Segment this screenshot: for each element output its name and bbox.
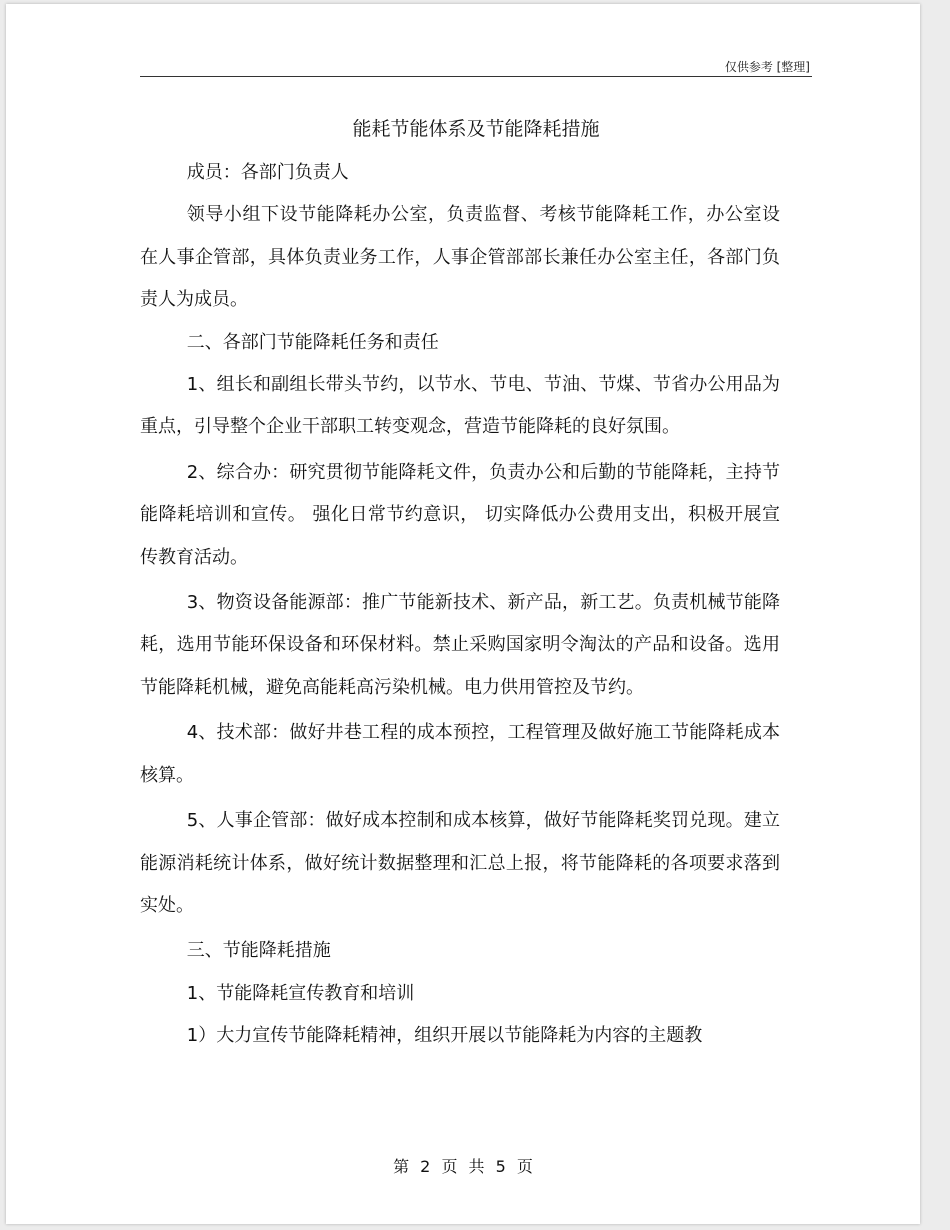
paragraph-office: 领导小组下设节能降耗办公室，负责监督、考核节能降耗工作，办公室设在人事企管部，具体负责业务工作，人事企管部部长兼任办公室主任，各部门负责人为成员。 xyxy=(140,204,780,311)
page-number: 第 2 页 共 5 页 xyxy=(393,1157,533,1176)
section-heading-measures: 三、节能降耗措施 xyxy=(186,940,331,962)
document-title: 能耗节能体系及节能降耗措施 xyxy=(352,118,600,140)
section-heading-responsibilities: 二、各部门节能降耗任务和责任 xyxy=(186,331,439,353)
paragraph-members: 成员：各部门负责人 xyxy=(186,162,349,183)
paragraph-measure-1: 1）大力宣传节能降耗精神，组织开展以节能降耗为内容的主题教 xyxy=(186,1025,703,1047)
paragraph-item-5: 5、人事企管部：做好成本控制和成本核算，做好节能降耗奖罚兑现。建立能源消耗统计体系，做好统计数据整理和汇总上报，将节能降耗的各项要求落到实处。 xyxy=(140,810,780,916)
paragraph-item-4: 4、技术部：做好井巷工程的成本预控，工程管理及做好施工节能降耗成本核算。 xyxy=(140,722,780,786)
document-body xyxy=(140,152,780,1058)
header-note: 仅供参考 [整理] xyxy=(724,60,810,74)
document-page xyxy=(6,4,920,1224)
paragraph-item-1: 1、组长和副组长带头节约，以节水、节电、节油、节煤、节省办公用品为重点，引导整个企业干部职工转变观念，营造节能降耗的良好氛围。 xyxy=(140,374,780,438)
subheading-training: 1、节能降耗宣传教育和培训 xyxy=(186,982,415,1004)
paragraph-item-3: 3、物资设备能源部：推广节能新技术、新产品，新工艺。负责机械节能降耗，选用节能环保设备和环保材料。禁止采购国家明令淘汰的产品和设备。选用节能降耗机械，避免高能耗高污染机械。电力供用管控及节约。 xyxy=(140,592,780,698)
header-rule xyxy=(140,76,812,77)
paragraph-item-2: 2、综合办：研究贯彻节能降耗文件，负责办公和后勤的节能降耗，主持节能降耗培训和宣传。 强化日常节约意识， 切实降低办公费用支出，积极开展宣传教育活动。 xyxy=(140,461,780,568)
